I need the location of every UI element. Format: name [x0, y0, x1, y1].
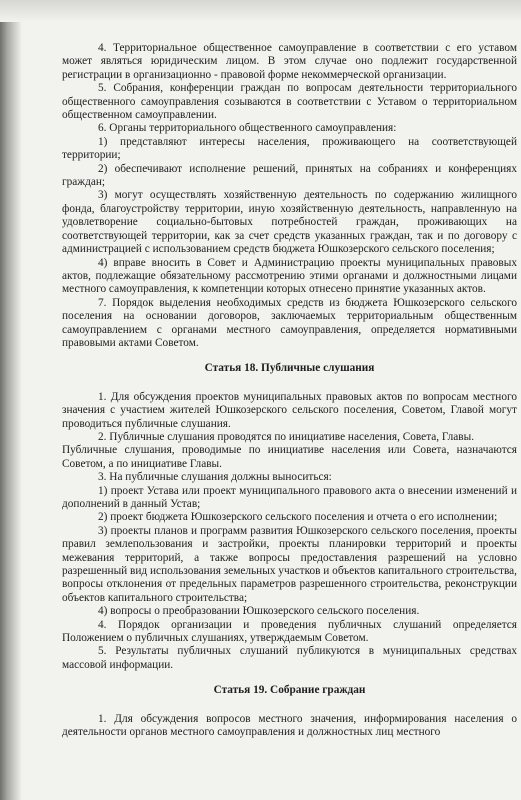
paragraph: 6. Органы территориального общественного самоуправления: [98, 122, 397, 135]
list-item: 4) вправе вносить в Совет и Администрацию проекты муниципальных правовых актов, подлежащие обязательному рассмотрению этими органами и должностными лицами местного самоуправления, к компетенции которых отнесено принятие указанных актов. [62, 256, 517, 296]
article-19-heading: Статья 19. Собрание граждан [213, 684, 366, 697]
paragraph: 3. На публичные слушания должны выноситься: [98, 471, 332, 484]
list-item: 1) проект Устава или проект муниципального правового акта о внесении изменений и дополнений в данный Устав; [62, 484, 517, 510]
list-item: 2) проект бюджета Юшкозерского сельского поселения и отчета о его исполнении; [98, 511, 498, 524]
list-item: 2) обеспечивают исполнение решений, принятых на собраниях и конференциях граждан; [62, 162, 517, 189]
article-18-heading: Статья 18. Публичные слушания [204, 362, 375, 375]
top-shadow [0, 0, 521, 22]
paragraph: 5. Результаты публичных слушаний публикуются в муниципальных средствах массовой информации. [62, 645, 517, 671]
paragraph: 4. Порядок организации и проведения публичных слушаний определяется Положением о публичных слушаниях, утверждаемым Советом. [62, 618, 517, 645]
paragraph: Публичные слушания, проводимые по инициативе населения или Совета, назначаются Советом, а по инициативе Главы. [62, 444, 517, 470]
binding-shadow [0, 0, 22, 800]
paragraph: 5. Собрания, конференции граждан по вопросам деятельности территориального общественного самоуправления созываются в соответствии с Уставом о территориальном общественном самоуправлении. [62, 82, 517, 122]
list-item: 3) могут осуществлять хозяйственную деятельность по содержанию жилищного фонда, благоустройству территории, иную хозяйственную деятельность, направленную на удовлетворение социально-бытовых потребностей граждан, проживающих на соответствующей территории, как за счет средств указанных граждан, так и по договору с администрацией с использованием средств бюджета Юшкозерского сельского поселения; [62, 189, 517, 256]
list-item: 3) проекты планов и программ развития Юшкозерского сельского поселения, проекты правил землепользования и застройки, проекты планировки территорий и проекты межевания территорий, а также вопросы предоставления разрешений на условно разрешенный вид использования земельных участков и объектов капитального строительства, вопросы отклонения от предельных параметров разрешенного строительства, реконструкции объектов капитального строительства; [62, 524, 517, 604]
paragraph: 2. Публичные слушания проводятся по инициативе населения, Совета, Главы. [98, 430, 475, 443]
paragraph: 7. Порядок выделения необходимых средств из бюджета Юшкозерского сельского поселения на основании договоров, заключаемых территориальным общественным самоуправлением с органами местного самоуправления, определяется нормативными правовыми актами Советом. [62, 296, 517, 349]
paragraph: 1. Для обсуждения проектов муниципальных правовых актов по вопросам местного значения с участием жителей Юшкозерского сельского поселения, Советом, Главой могут проводиться публичные слушания. [62, 390, 517, 430]
list-item: 4) вопросы о преобразовании Юшкозерского сельского поселения. [98, 605, 420, 618]
document-body [62, 42, 517, 740]
list-item: 1) представляют интересы населения, проживающего на соответствующей территории; [62, 135, 517, 162]
paragraph: 1. Для обсуждения вопросов местного значения, информирования населения о деятельности органов местного самоуправления и должностных лиц местного [62, 712, 517, 739]
paragraph: 4. Территориальное общественное самоуправление в соответствии с его уставом может являться юридическим лицом. В этом случае оно подлежит государственной регистрации в организационно - правовой форме некоммерческой организации. [62, 42, 517, 81]
